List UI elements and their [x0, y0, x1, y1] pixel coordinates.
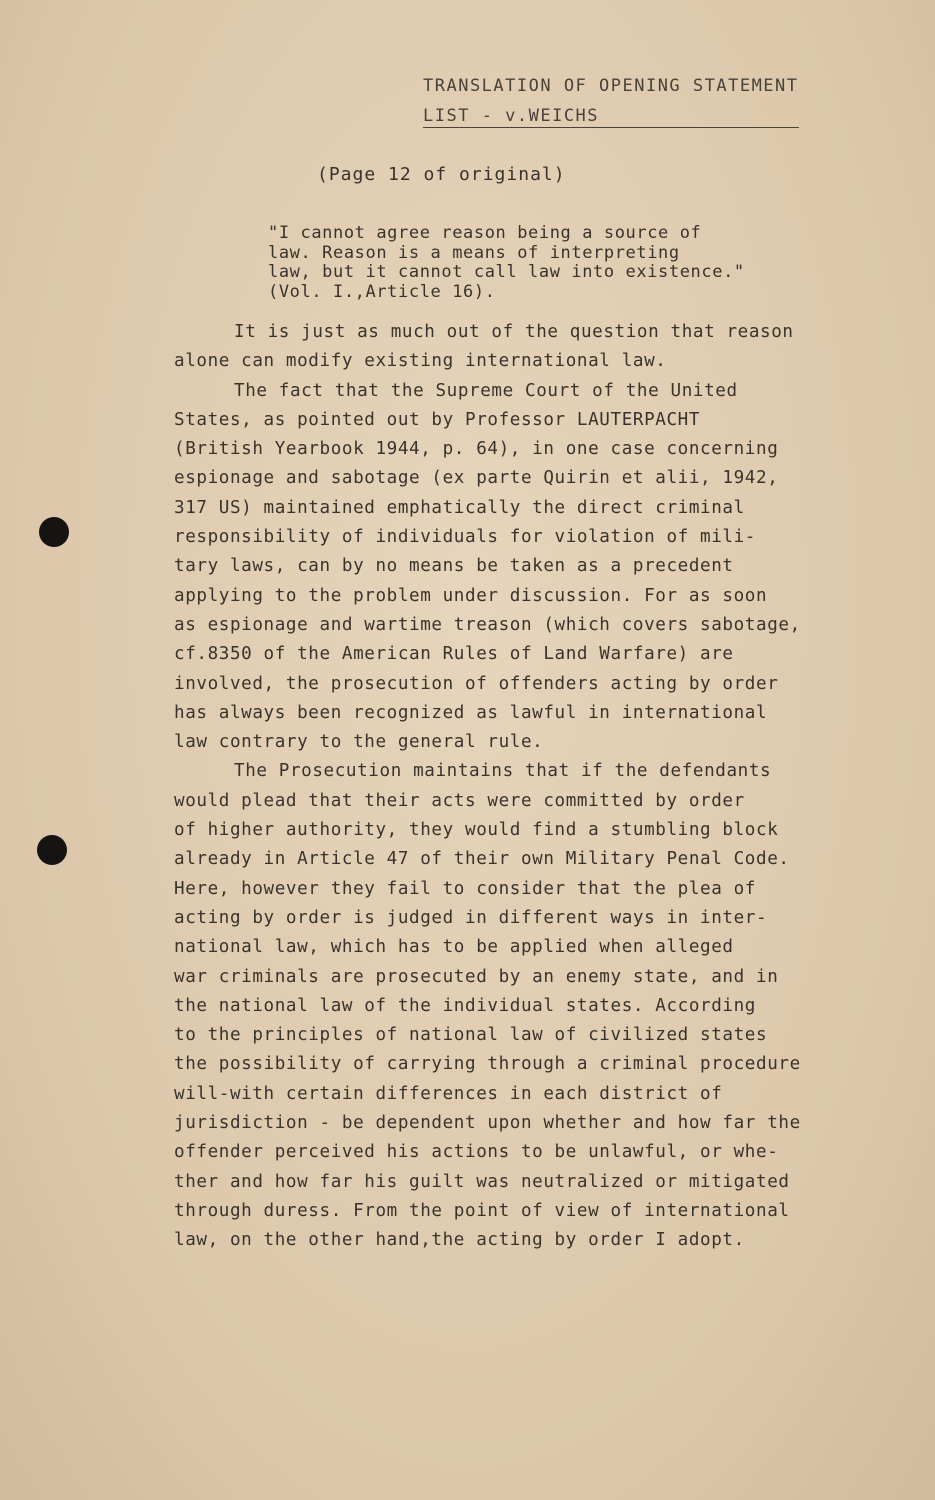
body-line: as espionage and wartime treason (which covers sabotage, [174, 614, 801, 635]
body-line: alone can modify existing international law. [174, 351, 667, 372]
page-reference: (Page 12 of original) [317, 164, 566, 185]
body-line: cf.8350 of the American Rules of Land Warfare) are [174, 644, 734, 665]
quote-line: law, but it cannot call law into existence." [268, 262, 745, 282]
body-line: responsibility of individuals for violation of mili- [174, 527, 757, 548]
body-line: through duress. From the point of view of international [174, 1200, 790, 1221]
body-line: of higher authority, they would find a stumbling block [174, 820, 779, 841]
body-line: already in Article 47 of their own Military Penal Code. [174, 849, 790, 870]
punch-hole-upper [39, 517, 69, 547]
body-line: The Prosecution maintains that if the defendants [234, 761, 772, 782]
case-name: LIST - v.WEICHS [423, 106, 799, 128]
body-line: 317 US) maintained emphatically the direct criminal [174, 497, 745, 518]
body-line: It is just as much out of the question that reason [234, 322, 794, 342]
body-line: espionage and sabotage (ex parte Quirin et alii, 1942, [174, 468, 779, 489]
body-line: The fact that the Supreme Court of the United [234, 380, 738, 401]
body-line: would plead that their acts were committed by order [174, 790, 745, 811]
body-line: to the principles of national law of civilized states [174, 1025, 768, 1046]
quote-line: (Vol. I.,Article 16). [268, 281, 496, 302]
body-line: law contrary to the general rule. [174, 732, 544, 753]
body-text [174, 318, 854, 1256]
body-line: war criminals are prosecuted by an enemy state, and in [174, 966, 779, 987]
body-line: involved, the prosecution of offenders acting by order [174, 673, 779, 694]
body-line: offender perceived his actions to be unlawful, or whe- [174, 1142, 779, 1163]
body-line: acting by order is judged in different ways in inter- [174, 907, 768, 928]
body-line: national law, which has to be applied when alleged [174, 937, 734, 958]
body-line: law, on the other hand,the acting by order I adopt. [174, 1230, 745, 1251]
body-line: the possibility of carrying through a criminal procedure [174, 1054, 801, 1075]
body-line: States, as pointed out by Professor LAUTERPACHT [174, 409, 701, 430]
body-line: (British Yearbook 1944, p. 64), in one case concerning [174, 439, 779, 460]
body-line: Here, however they fail to consider that the plea of [174, 878, 757, 899]
quote-line: "I cannot agree reason being a source of [268, 223, 702, 243]
body-line: applying to the problem under discussion. For as soon [174, 585, 768, 606]
body-line: the national law of the individual states. According [174, 995, 757, 1016]
document-header [423, 76, 803, 128]
body-line: ther and how far his guilt was neutralized or mitigated [174, 1171, 790, 1192]
body-line: tary laws, can by no means be taken as a precedent [174, 556, 734, 577]
quotation [268, 224, 798, 302]
document-title: TRANSLATION OF OPENING STATEMENT [423, 76, 799, 96]
body-line: has always been recognized as lawful in international [174, 702, 768, 723]
quote-line: law. Reason is a means of interpreting [268, 242, 680, 263]
body-line: jurisdiction - be dependent upon whether and how far the [174, 1113, 801, 1134]
body-line: will-with certain differences in each district of [174, 1083, 723, 1104]
punch-hole-lower [37, 835, 67, 865]
